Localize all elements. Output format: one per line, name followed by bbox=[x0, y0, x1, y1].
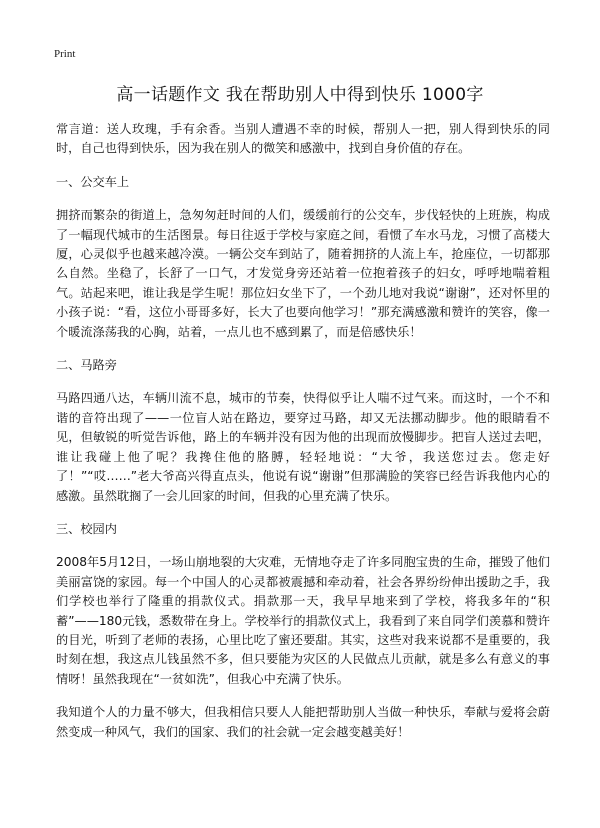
section-heading-campus: 三、校园内 bbox=[56, 521, 117, 536]
section-heading-bus: 一、公交车上 bbox=[56, 174, 130, 189]
section-body-bus: 拥挤而繁杂的街道上，急匆匆赶时间的人们，缓缓前行的公交车，步伐轻快的上班族，构成了一幅现代城市的生活图景。每日往返于学校与家庭之间，看惯了车水马龙，习惯了高楼大厦，心灵似乎也越来越冷漠。一辆公交车到站了，随着拥挤的人流上车，抢座位，一切都那么自然。坐稳了，长舒了一口气，才发觉身旁还站着一位抱着孩子的妇女，呼呼地喘着粗气。站起来吧，谁让我是学生呢！那位妇女坐下了，一个劲儿地对我说“谢谢”，还对怀里的小孩子说：“看，这位小哥哥多好，长大了也要向他学习！”那充满感激和赞许的笑容，像一个暖流涤荡我的心胸，站着，一点儿也不感到累了，而是倍感快乐！ bbox=[56, 208, 550, 339]
intro-paragraph: 常言道：送人玫瑰，手有余香。当别人遭遇不幸的时候，帮别人一把，别人得到快乐的同时，自己也得到快乐，因为我在别人的微笑和感激中，找到自身价值的存在。 bbox=[56, 122, 550, 156]
section-body-road: 马路四通八达，车辆川流不息，城市的节奏，快得似乎让人喘不过气来。而这时，一个不和谐的音符出现了——一位盲人站在路边，要穿过马路，却又无法挪动脚步。他的眼睛看不见，但敏锐的听觉告诉他，路上的车辆并没有因为他的出现而放慢脚步。把盲人送过去吧，谁让我碰上他了呢？我搀住他的胳膊，轻轻地说：“大爷，我送您过去。您走好了！”“哎……”老大爷高兴得直点头，他说有说“谢谢”但那满脸的笑容已经告诉我他内心的感激。虽然耽搁了一会儿回家的时间，但我的心里充满了快乐。 bbox=[56, 391, 550, 503]
closing-paragraph: 我知道个人的力量不够大，但我相信只要人人能把帮助别人当做一种快乐，奉献与爱将会蔚然变成一种风气，我们的国家、我们的社会就一定会越变越美好！ bbox=[56, 705, 550, 739]
document-title: 高一话题作文 我在帮助别人中得到快乐 1000字 bbox=[116, 85, 484, 105]
print-label: Print bbox=[54, 48, 76, 60]
section-heading-road: 二、马路旁 bbox=[56, 358, 117, 373]
section-body-campus: 2008年5月12日，一场山崩地裂的大灾难，无情地夺走了许多同胞宝贵的生命，摧毁了他们美丽富饶的家园。每一个中国人的心灵都被震撼和牵动着，社会各界纷纷伸出援助之手，我们学校也举行了隆重的捐款仪式。捐款那一天，我早早地来到了学校，将我多年的“积蓄”——180元钱，悉数带在身上。学校举行的捐款仪式上，我看到了来自同学们羡慕和赞许的目光，听到了老师的表扬，心里比吃了蜜还要甜。其实，这些对我来说都不是重要的，我时刻在想，我这点儿钱虽然不多，但只要能为灾区的人民做点儿贡献，就是多么有意义的事情呀！虽然我现在“一贫如洗”，但我心中充满了快乐。 bbox=[56, 555, 550, 686]
document-body bbox=[56, 120, 550, 742]
